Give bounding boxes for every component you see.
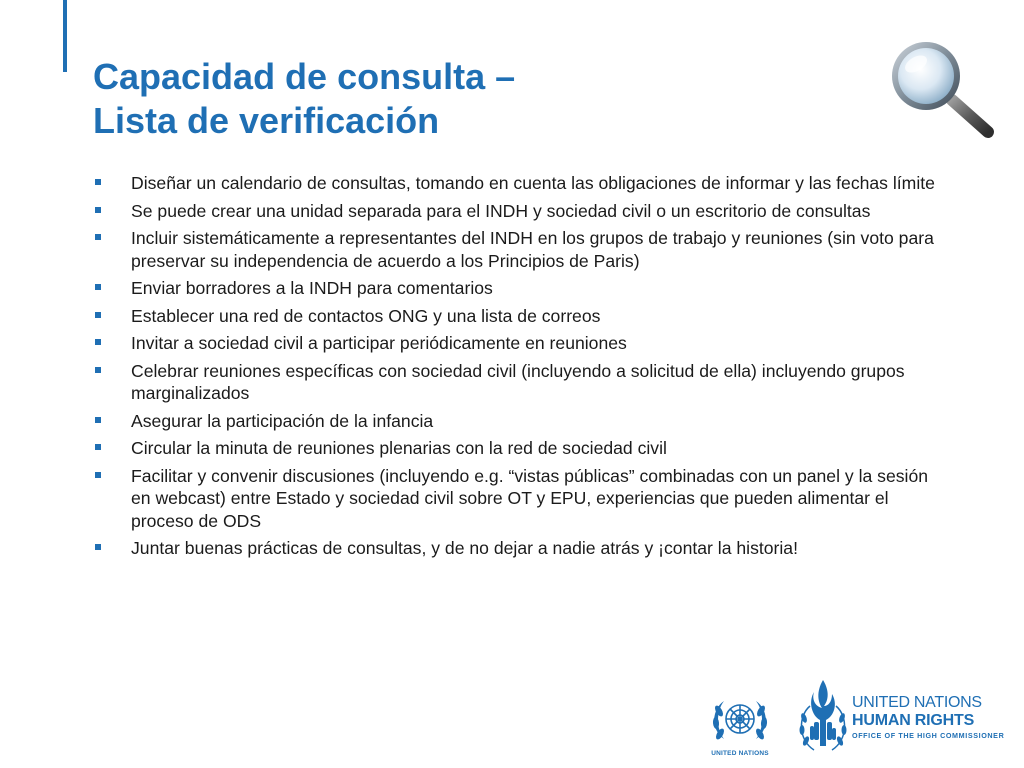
list-item — [95, 200, 935, 223]
list-item — [95, 360, 935, 405]
list-item — [95, 277, 935, 300]
list-item — [95, 172, 935, 195]
list-item-text: Facilitar y convenir discusiones (incluyendo e.g. “vistas públicas” combinadas con un panel y la sesión en webcast) entre Estado y sociedad civil sobre OT y EPU, experiencias que pueden alimentar el proceso de ODS — [131, 465, 929, 531]
list-item — [95, 305, 935, 328]
bullet-square-icon — [95, 179, 101, 185]
list-item-text: Se puede crear una unidad separada para el INDH y sociedad civil o un escritorio de consultas — [131, 200, 871, 221]
bullet-square-icon — [95, 339, 101, 345]
bullet-square-icon — [95, 444, 101, 450]
slide-title-line2: Lista de verificación — [93, 100, 440, 141]
checklist — [95, 172, 935, 565]
list-item-text: Celebrar reuniones específicas con sociedad civil (incluyendo a solicitud de ella) incluyendo grupos marginalizados — [131, 360, 905, 403]
ohchr-logo — [792, 676, 1007, 760]
list-item — [95, 465, 935, 533]
list-item — [95, 227, 935, 272]
bullet-square-icon — [95, 472, 101, 478]
bullet-square-icon — [95, 544, 101, 550]
bullet-square-icon — [95, 234, 101, 240]
list-item-text: Circular la minuta de reuniones plenarias con la red de sociedad civil — [131, 438, 667, 458]
list-item-text: Enviar borradores a la INDH para comentarios — [131, 278, 493, 298]
bullet-square-icon — [95, 284, 101, 290]
bullet-square-icon — [95, 367, 101, 373]
list-item — [95, 332, 935, 355]
bullet-square-icon — [95, 207, 101, 213]
list-item-text: Diseñar un calendario de consultas, tomando en cuenta las obligaciones de informar y las fechas límite — [131, 173, 935, 193]
list-item — [95, 437, 935, 460]
flame-hand-icon — [792, 676, 854, 760]
slide-title-line1: Capacidad de consulta – — [93, 56, 516, 97]
un-emblem-icon — [704, 693, 776, 749]
list-item-text: Establecer una red de contactos ONG y una lista de correos — [131, 305, 601, 326]
list-item — [95, 537, 935, 560]
list-item — [95, 410, 935, 433]
ohchr-wordmark — [852, 694, 1004, 742]
list-item-text: Incluir sistemáticamente a representantes del INDH en los grupos de trabajo y reuniones (sin voto para preservar su independencia de acuerdo a los Principios de Paris) — [131, 228, 934, 271]
list-item-text: Invitar a sociedad civil a participar periódicamente en reuniones — [131, 333, 627, 353]
list-item-text: Asegurar la participación de la infancia — [131, 410, 434, 431]
bullet-square-icon — [95, 417, 101, 423]
ohchr-line3: OFFICE OF THE HIGH COMMISSIONER — [852, 731, 1005, 740]
un-logo — [704, 693, 776, 759]
bullet-square-icon — [95, 312, 101, 318]
title-accent-bar — [63, 0, 67, 72]
slide-title — [93, 55, 515, 143]
magnifying-glass-icon — [880, 36, 998, 140]
list-item-text: Juntar buenas prácticas de consultas, y de no dejar a nadie atrás y ¡contar la historia! — [131, 538, 798, 558]
ohchr-line1: UNITED NATIONS — [852, 694, 982, 711]
ohchr-line2: HUMAN RIGHTS — [852, 712, 975, 729]
un-logo-caption: UNITED NATIONS — [711, 750, 769, 757]
